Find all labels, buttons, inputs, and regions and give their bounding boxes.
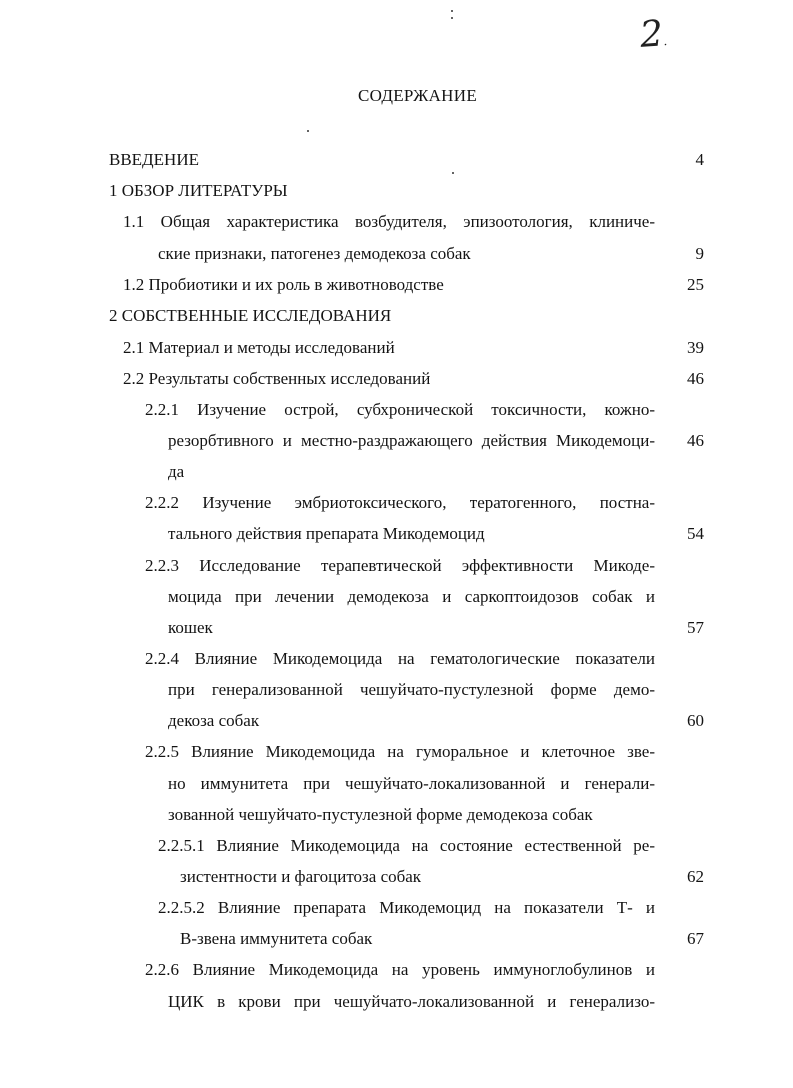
- scan-speck: [452, 172, 454, 174]
- toc-entry-s2-2-5-1-line2: зистентности и фагоцитоза собак: [180, 867, 422, 886]
- toc-entry-s2-2-5-2-line1: 2.2.5.2 Влияние препарата Микодемоцид на показатели Т- и: [158, 898, 655, 917]
- toc-entry-s2-2-4-line2: при генерализованной чешуйчато-пустулезной форме демо-: [168, 680, 655, 699]
- toc-entry-s2-2-2-line2: тального действия препарата Микодемоцид: [168, 524, 485, 543]
- toc-page-s2-2-5-1: 62: [687, 867, 704, 886]
- toc-entry-s2-2-4-line1: 2.2.4 Влияние Микодемоцида на гематологические показатели: [145, 649, 655, 668]
- toc-entry-s2-2-1-line3: да: [168, 462, 185, 481]
- toc-page-s2-2-4: 60: [687, 711, 704, 730]
- toc-entry-s1-1-line2: ские признаки, патогенез демодекоза собак: [158, 244, 471, 263]
- toc-entry-s2-2-5-1-line1: 2.2.5.1 Влияние Микодемоцида на состояние естественной ре-: [158, 836, 655, 855]
- document-title: СОДЕРЖАНИЕ: [357, 86, 478, 105]
- toc-page-s1-1: 9: [695, 244, 704, 263]
- toc-page-s2-2-5-2: 67: [687, 929, 704, 948]
- toc-entry-s2-2-3-line1: 2.2.3 Исследование терапевтической эффективности Микоде-: [145, 556, 655, 575]
- toc-page-s2-2-2: 54: [687, 524, 704, 543]
- toc-page-s2-1: 39: [687, 338, 704, 357]
- toc-entry-s2-2-5-line1: 2.2.5 Влияние Микодемоцида на гуморальное и клеточное зве-: [145, 742, 655, 761]
- toc-entry-s1: 1 ОБЗОР ЛИТЕРАТУРЫ: [109, 181, 288, 200]
- scan-speck: [451, 10, 453, 12]
- toc-page-intro: 4: [695, 150, 704, 169]
- toc-entry-s2-2-3-line3: кошек: [168, 618, 213, 637]
- toc-page-s2-2-3: 57: [687, 618, 704, 637]
- toc-page-s2-2-1: 46: [687, 431, 704, 450]
- toc-entry-s1-1-line1: 1.1 Общая характеристика возбудителя, эпизоотология, клиниче-: [123, 212, 655, 231]
- toc-entry-s2-2-1-line2: резорбтивного и местно-раздражающего действия Микодемоци-: [168, 431, 655, 450]
- toc-page-s2-2: 46: [687, 369, 704, 388]
- toc-entry-s2-2-5-line3: зованной чешуйчато-пустулезной форме демодекоза собак: [168, 805, 593, 824]
- handwritten-page-number: 2.: [638, 13, 668, 56]
- toc-entry-s2: 2 СОБСТВЕННЫЕ ИССЛЕДОВАНИЯ: [109, 306, 392, 325]
- toc-entry-s2-2-5-2-line2: В-звена иммунитета собак: [180, 929, 373, 948]
- toc-page-s1-2: 25: [687, 275, 704, 294]
- toc-entry-s2-2: 2.2 Результаты собственных исследований: [123, 369, 431, 388]
- toc-entry-intro: ВВЕДЕНИЕ: [109, 150, 199, 169]
- toc-entry-s2-2-2-line1: 2.2.2 Изучение эмбриотоксического, тератогенного, постна-: [145, 493, 655, 512]
- toc-entry-s1-2: 1.2 Пробиотики и их роль в животноводстве: [123, 275, 444, 294]
- toc-entry-s2-2-1-line1: 2.2.1 Изучение острой, субхронической токсичности, кожно-: [145, 400, 655, 419]
- scan-speck: [307, 130, 309, 132]
- toc-entry-s2-2-5-line2: но иммунитета при чешуйчато-локализованной и генерали-: [168, 774, 655, 793]
- toc-entry-s2-2-3-line2: моцида при лечении демодекоза и саркоптоидозов собак и: [168, 587, 655, 606]
- toc-entry-s2-2-6-line2: ЦИК в крови при чешуйчато-локализованной и генерализо-: [168, 992, 655, 1011]
- scan-speck: [451, 17, 453, 19]
- toc-entry-s2-1: 2.1 Материал и методы исследований: [123, 338, 395, 357]
- toc-entry-s2-2-6-line1: 2.2.6 Влияние Микодемоцида на уровень иммуноглобулинов и: [145, 960, 655, 979]
- toc-entry-s2-2-4-line3: декоза собак: [168, 711, 260, 730]
